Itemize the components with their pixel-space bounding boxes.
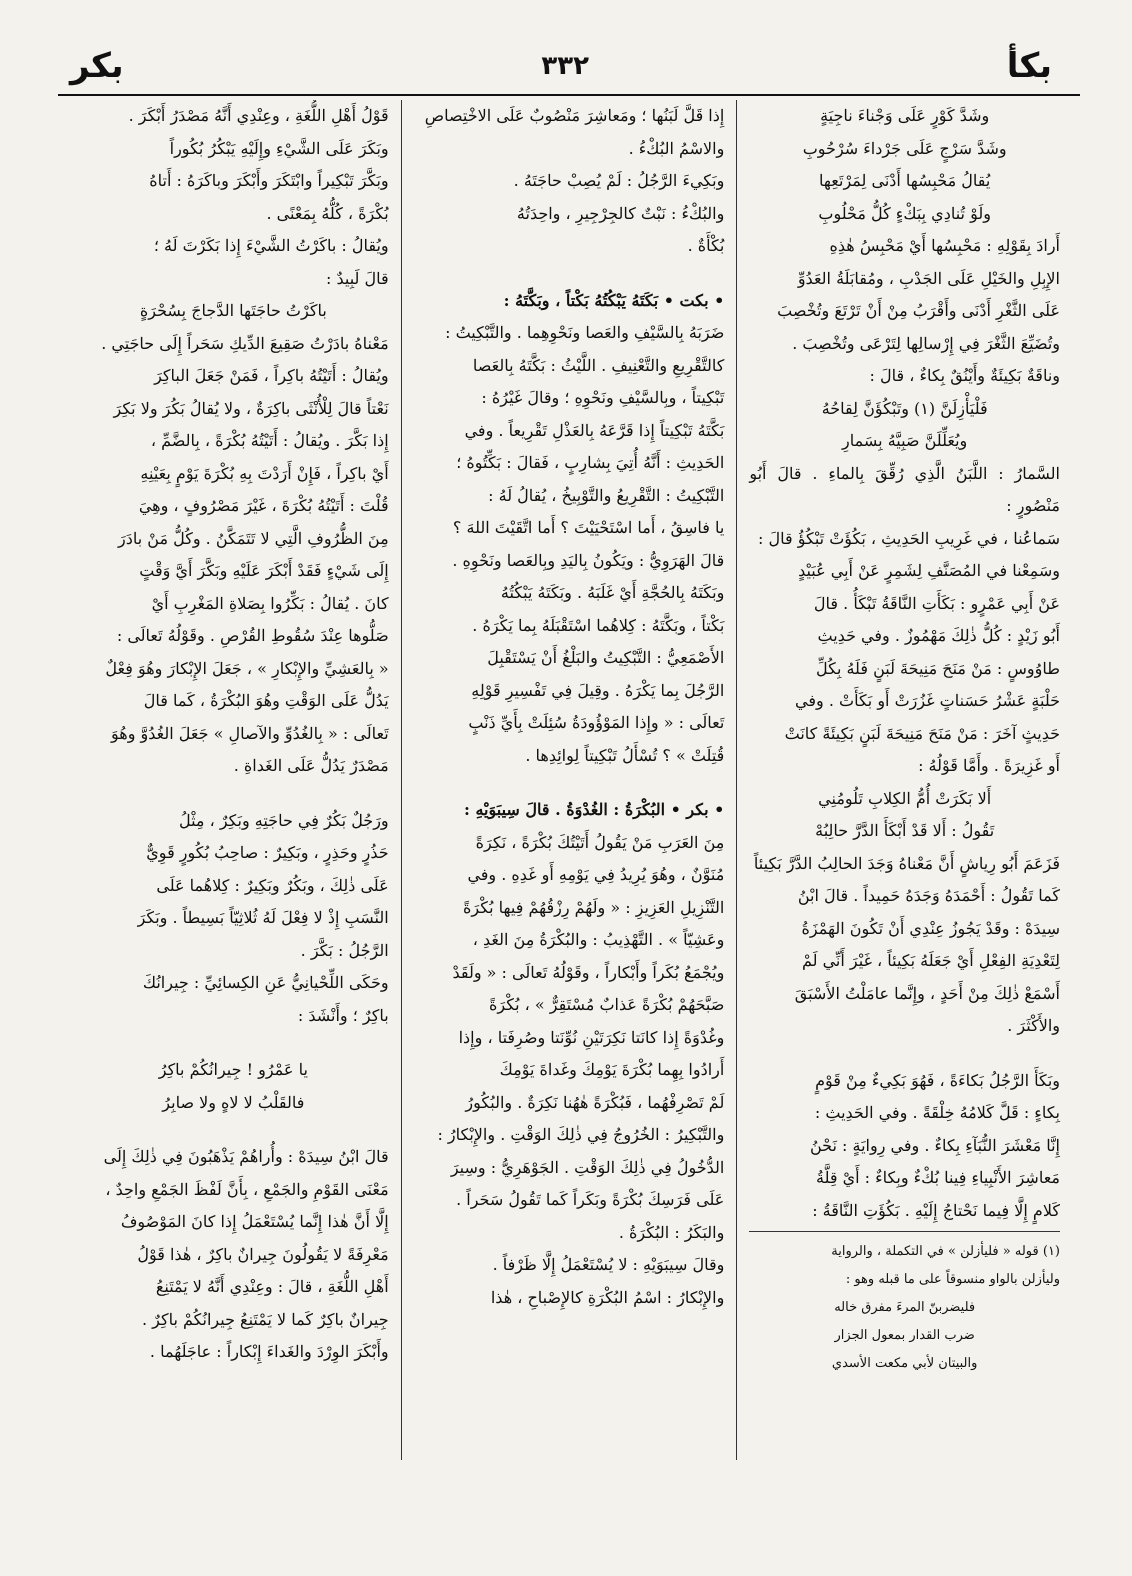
- text-line: ضَرَبَهُ بِالسَّيْفِ والعَصا ونَحْوِهِما . والتَّبْكِيتُ :: [445, 323, 725, 342]
- text-line: ويُقالُ : باكَرْتُ الشَّيْءَ إِذا بَكَرْتَ لَهُ ؛: [153, 236, 389, 255]
- text-line: وسَمِعْنا في المُصَنَّفِ لِشَمِرٍ عَنْ أَبِي عُبَيْدٍ: [798, 561, 1060, 580]
- text-line: الحَدِيثِ : أَنَّهُ أُتِيَ بِشارِبٍ ، فَقالَ : بَكِّتُوهُ ؛: [456, 453, 725, 472]
- text-line: قُلْتَ : أَتَيْتُهُ بُكْرَةَ ، غَيْرَ مَصْرُوفٍ ، وهِيَ: [138, 496, 389, 515]
- text-columns: [66, 100, 1072, 1460]
- text-line: وشَدَّ سَرْجٍ عَلَى جَرْداءَ سُرْحُوبِ: [802, 138, 1007, 158]
- left-headword: بكر: [70, 46, 124, 86]
- text-line: حَذُرٍ وحَذِرٍ ، وبَكِيرٌ : صاحِبُ بُكُورٍ قَوِيٌّ: [146, 843, 389, 862]
- text-line: قَوْلُ أَهْلِ اللُّغَةِ ، وعِنْدِي أَنَّهُ مَصْدَرُ أَبْكَرَ .: [128, 106, 389, 125]
- text-line: صَلُّوها عِنْدَ سُقُوطِ القُرْصِ . وقَوْلُهُ تَعالَى :: [116, 626, 389, 645]
- text-line: عَنْ أَبِي عَمْرٍو : بَكَأَتِ النَّاقَةُ تَبْكَأُ . قالَ: [813, 593, 1060, 613]
- text-line: كالتَّقْرِيعِ والتَّعْنِيفِ . اللَّيْثُ : بَكَّتَهُ بِالعَصا: [472, 355, 725, 375]
- text-line: والاسْمُ البُكْءُ .: [628, 138, 725, 158]
- header-rule: [58, 94, 1080, 96]
- text-line: فَزَعَمَ أَبُو رِياشٍ أَنَّ مَعْناهُ وَجَدَ الحالِبُ الدَّرَّ بَكِيئاً: [753, 853, 1060, 873]
- text-line: مِنَ العَرَبِ مَنْ يَقُولُ أَتَيْتُكَ بُكْرَةً ، نَكِرَةً: [475, 832, 725, 852]
- text-line: التَّنْزِيلِ العَزِيزِ : « ولَهُمْ رِزْقُهُمْ فِيها بُكْرَةً: [463, 897, 725, 917]
- text-line: النَّسَبِ إِذْ لا فِعْلَ لَهُ ثُلاثِيّاً بَسِيطاً . وبَكَرَ: [137, 908, 389, 927]
- text-line: قالَ الهَرَوِيُّ : ويَكُونُ بِاليَدِ وبِالعَصا ونَحْوِهِ .: [452, 550, 725, 570]
- text-line: ويُجْمَعُ بُكَراً وأَبْكاراً ، وقَوْلُهُ تَعالَى : « ولَقَدْ: [452, 962, 725, 982]
- text-line: تَعالَى : « بِالغُدُوِّ والآصالِ » جَعَلَ الغُدُوَّ وهُوَ: [110, 723, 389, 743]
- text-line: وناقَةٌ بَكِيئَةٌ وأَيْنُقٌ بِكاءٌ ، قالَ :: [869, 366, 1060, 385]
- page-header: [70, 40, 1052, 92]
- text-line: أَو غَزِيرَةً . وأَمَّا قَوْلُهُ :: [918, 756, 1060, 775]
- text-line: سِيدَهْ : وقَدْ يَجُوزُ عِنْدِي أَنْ تَكُونَ الهَمْزَةُ: [801, 918, 1060, 938]
- text-line: أَبُو زَيْدٍ : كُلُّ ذٰلِكَ مَهْمُوزٌ . وفي حَدِيثِ: [817, 626, 1060, 645]
- text-line: التَّبْكِيتُ : التَّقْرِيعُ والتَّوْبِيخُ ، يُقالُ لَهُ :: [488, 485, 725, 505]
- text-line: وشَدَّ كَوْرٍ عَلَى وَجْناءَ ناجِيَةٍ: [820, 106, 990, 125]
- text-line: ويُعَلِّلَنَّ صَبِيَّهُ بِسَمارِ: [842, 431, 968, 450]
- footnote-line: (١) قوله « فليأزلن » في التكملة ، والرواية: [831, 1244, 1060, 1259]
- text-line: يا فاسِقُ ، أَما اسْتَحْيَيْتَ ؟ أَما اتَّقَيْتَ اللهَ ؟: [452, 518, 725, 537]
- text-line: وقالَ سِيبَوَيْهِ : لا يُسْتَعْمَلُ إِلَّا ظَرْفاً .: [492, 1255, 725, 1274]
- text-line: وبَكَّرَ تَبْكِيراً وابْتَكَرَ وأَبْكَرَ وباكَرَهُ : أَتاهُ: [149, 171, 389, 190]
- text-line: وأَبْكَرَ الوِرْدَ والغَداءَ إِبْكاراً : عاجَلَهُما .: [149, 1342, 389, 1361]
- text-line: إِذا بَكَّرَ . ويُقالُ : أَتَيْتُهُ بُكْرَةً ، بِالضَّمِّ ،: [150, 431, 389, 450]
- text-line: قالَ لَبِيدٌ :: [326, 268, 389, 288]
- text-line: نَعْتاً قالَ لِلْأُنْثَى باكِرَةٌ ، ولا يُقالُ بَكُرَ ولا بَكِرَ: [113, 398, 389, 418]
- text-line: مَعْرِفَةً لا يَقُولُونَ جِيرانٌ باكِرٌ ، هٰذا قَوْلُ: [137, 1244, 389, 1264]
- text-line: والتَّبْكِيرُ : الخُرُوجُ فِي ذٰلِكَ الوَقْتِ . والإِبْكارُ :: [437, 1125, 725, 1144]
- text-line: بَكْتاً ، وبَكَّتَهُ : كِلاهُما اسْتَقْبَلَهُ بِما يَكْرَهُ .: [472, 615, 725, 635]
- text-line: لِتَعْدِيَةِ الفِعْلِ أَيْ جَعَلَهُ بَكِيئاً ، غَيْرَ أَنِّي لَمْ: [801, 951, 1060, 970]
- text-line: باكِرٌ ؛ وأَنْشَدَ :: [297, 1005, 389, 1025]
- footnote-line: فليضربنّ المرءَ مفرق خاله: [834, 1300, 976, 1315]
- text-line: بُكْأَةٌ .: [687, 236, 725, 255]
- text-line: وبَكِيءَ الرَّجُلُ : لَمْ يُصِبْ حاجَتَهُ .: [513, 171, 725, 190]
- text-line: • بكر • البُكْرَةُ : الغُدْوَةُ . قالَ سِيبَوَيْهِ :: [463, 800, 725, 819]
- text-line: الرَّجُلَ بِما يَكْرَهُ . وقِيلَ فِي تَفْسِيرِ قَوْلِهِ: [471, 680, 725, 700]
- right-column: [737, 100, 1072, 1460]
- text-line: فَلْيَأْزِلَنَّ (١) وتَبْكُؤَنَّ لِقاحُهُ: [821, 398, 988, 418]
- text-line: قُتِلَتْ » ؟ تُسْأَلُ تَبْكِيتاً لِوائِدِها .: [525, 745, 725, 765]
- text-line: • بكت • بَكَتَهُ يَبْكُتُهُ بَكْتاً ، وبَكَّتَهُ :: [503, 290, 725, 310]
- text-line: وبَكَأَ الرَّجُلُ بَكاءَةً ، فَهُوَ بَكِيءٌ مِنْ قَوْمٍ: [815, 1070, 1060, 1090]
- text-line: وغُدْوَةً إِذا كانَتا نَكِرَتَيْنِ نُوِّنَتا وصُرِفَتا ، وإِذا: [458, 1027, 725, 1047]
- footnote-rule: [749, 1231, 1060, 1232]
- right-headword: بكأ: [1006, 46, 1052, 86]
- text-line: قالَ ابْنُ سِيدَهْ : وأُراهُمْ يَذْهَبُونَ فِي ذٰلِكَ إِلَى: [103, 1147, 389, 1166]
- text-line: بِكاءٍ : قَلَّ كَلامُهُ خِلْقَةً . وفي الحَدِيثِ :: [814, 1103, 1060, 1122]
- text-line: الرَّجُلُ : بَكَّرَ .: [300, 940, 389, 960]
- text-line: تَبْكِيتاً ، وبِالسَّيْفِ ونَحْوِهِ ؛ وقالَ غَيْرُهُ :: [481, 388, 725, 407]
- text-line: « بِالعَشِيِّ والإِبْكارِ » ، جَعَلَ الإِبْكارَ وهُوَ فِعْلٌ: [105, 658, 389, 678]
- footnote-line: ضرب القدار بمعول الجزار: [834, 1328, 975, 1343]
- page-number: ٣٣٢: [541, 51, 589, 81]
- text-line: مِنَ الظُّرُوفِ الَّتِي لا تَتَمَكَّنُ . وكُلُّ مَنْ بادَرَ: [118, 528, 389, 548]
- text-line: وبَكَتَهُ بِالحُجَّةِ أَيْ غَلَبَهُ . وبَكَتَهُ يَبْكُتُهُ: [500, 583, 725, 602]
- text-line: والإِبْكارُ : اسْمُ البُكْرَةِ كالإِصْباحِ ، هٰذا: [490, 1287, 725, 1307]
- left-column: [66, 100, 402, 1460]
- text-line: وحَكَى اللِّحْيانِيُّ عَنِ الكِسائِيِّ : جِيرانُكَ: [142, 973, 389, 992]
- text-line: فالقَلْبُ لا لاهٍ ولا صابِرُ: [162, 1092, 305, 1112]
- text-line: مُنَوَّنٌ ، وهُوَ يُرِيدُ فِي يَوْمِهِ أَو غَدِهِ . وفي: [467, 865, 725, 884]
- text-line: عَلَى الثَّغْرِ أَدْنَى وأَقْرَبُ مِنْ أَنْ تَرْتَعَ وتُخْصِبَ: [777, 301, 1060, 320]
- text-line: بَكَّتَهُ تَبْكِيتاً إِذا قَرَّعَهُ بِالعَذْلِ تَقْرِيعاً . وفي: [464, 420, 725, 440]
- text-line: ورَجُلٌ بَكُرٌ فِي حاجَتِهِ وبَكِرٌ ، مِثْلُ: [178, 810, 389, 830]
- text-line: والأَكْثَرَ .: [1007, 1016, 1060, 1035]
- text-line: كانَ . يُقالُ : بَكِّرُوا بِصَلاةِ المَغْرِبِ أَيْ: [151, 593, 389, 613]
- text-line: عَلَى ذٰلِكَ ، وبَكُرٌ وبَكِيرٌ : كِلاهُما عَلَى: [156, 875, 389, 895]
- text-line: وعَشِيّاً » . التَّهْذِيبُ : والبُكْرَةُ مِنَ الغَدِ ،: [472, 930, 725, 949]
- text-line: وتُضَيِّعَ الثَّغْرَ فِي إِرْسالِها لِتَرْعَى وتُخْصِبَ .: [792, 333, 1060, 353]
- text-line: أَيْ باكِراً ، فَإِنْ أَرَدْتَ بِهِ بُكْرَةَ يَوْمٍ بِعَيْنِهِ: [140, 463, 389, 483]
- text-line: مَعاشِرَ الأَنْبِياءِ فِينا بُكْءٌ وبِكاءٌ : أَيْ قِلَّةُ: [815, 1168, 1060, 1187]
- text-line: الدُّخُولُ فِي ذٰلِكَ الوَقْتِ . الجَوْهَرِيُّ : وسِيرَ: [450, 1157, 725, 1177]
- middle-column: [402, 100, 738, 1460]
- text-line: الأَصْمَعِيُّ : التَّبْكِيتُ والبَلْغُ أَنْ يَسْتَقْبِلَ: [487, 648, 725, 667]
- text-line: يُقالُ مَحْبِسُها أَدْنَى لِمَرْتَعِها: [819, 171, 991, 190]
- text-line: الإِبِلِ والخَيْلِ عَلَى الجَدْبِ ، ومُقابَلَةُ العَدُوِّ: [797, 268, 1060, 288]
- text-line: حَلْبَةٍ عَشْرُ حَسَناتٍ غَزُرَتْ أَو بَكَأَتْ . وفي: [795, 691, 1060, 710]
- text-line: مَعْناهُ بادَرْتُ صَقِيعَ الدِّيكِ سَحَراً إِلَى حاجَتِي .: [101, 333, 389, 353]
- text-line: عَلَى فَرَسِكَ بُكْرَةً وبَكَراً كَما تَقُولُ سَحَراً .: [456, 1190, 725, 1209]
- text-line: جِيرانٌ باكِرٌ كَما لا يَمْتَنِعُ جِيرانُكُمْ باكِرٌ .: [142, 1309, 389, 1329]
- text-line: أَلا بَكَرَتْ أُمُّ الكِلابِ تَلُومُنِي: [818, 788, 992, 808]
- text-line: إِنَّا مَعْشَرَ النُّبَآءِ بِكاءٌ . وفي رِوايَةٍ : نَحْنُ: [810, 1135, 1060, 1155]
- text-line: تَقُولُ : أَلا قَدْ أَبْكَأَ الدَّرَّ حالِبُهْ: [815, 821, 995, 840]
- text-line: إِلَى شَيْءٍ فَقَدْ أَبْكَرَ عَلَيْهِ وبَكَّرَ أَيَّ وَقْتٍ: [139, 561, 389, 580]
- text-line: والبَكَرُ : البُكْرَةُ .: [618, 1222, 725, 1242]
- text-line: مَصْدَرٌ يَدُلُّ عَلَى الغَداةِ .: [233, 756, 389, 775]
- text-line: حَدِيثٍ آخَرَ : مَنْ مَنَحَ مَنِيحَةَ لَبَنٍ بَكِيئَةً كانَتْ: [784, 723, 1060, 743]
- text-line: إِذا قَلَّ لَبَنُها ؛ ومَعاشِرَ مَنْصُوبٌ عَلَى الاخْتِصاصِ: [424, 106, 725, 125]
- text-line: كَما تَقُولُ : أَحْمَدَهُ وَجَدَهُ حَمِيداً . قالَ ابْنُ: [797, 886, 1060, 905]
- footnote: [749, 1238, 1060, 1378]
- text-line: يَدُلُّ عَلَى الوَقْتِ وهُوَ البُكْرَةُ ، كَما قالَ: [143, 691, 389, 710]
- text-line: أَسْمَعْ ذٰلِكَ مِنْ أَحَدٍ ، وإِنَّما عامَلْتُ الأَسْبَقَ: [794, 983, 1060, 1003]
- text-line: بُكْرَةً ، كُلُّهُ بِمَعْنًى .: [266, 203, 389, 223]
- text-line: باكَرْتُ حاجَتَها الدَّجاجَ بِسُحْرَةٍ: [139, 301, 327, 320]
- text-line: تَعالَى : « وإِذا المَوْؤُودَةُ سُئِلَتْ بِأَيِّ ذَنْبٍ: [468, 713, 725, 732]
- text-line: صَبَّحَهُمْ بُكْرَةً عَذابٌ مُسْتَقِرٌّ » ، بُكْرَةً: [489, 995, 725, 1014]
- text-line: ويُقالُ : أَتَيْتُهُ باكِراً ، فَمَنْ جَعَلَ الباكِرَ: [154, 366, 389, 385]
- text-line: كَلامٍ إِلَّا فِيما نَحْتاجُ إِلَيْهِ . بَكُؤَتِ النَّاقَةُ :: [812, 1200, 1060, 1220]
- text-line: لَمْ تَصْرِفْهُما ، فَبُكْرَةً هٰهُنا نَكِرَةٌ . والبُكُورُ: [465, 1092, 725, 1112]
- text-line: والبُكْءُ : نَبْتٌ كالجِرْجِيرِ ، واحِدَتُهُ: [516, 203, 725, 223]
- text-line: وبَكَرَ عَلَى الشَّيْءِ وإِلَيْهِ يَبْكُرُ بُكُوراً: [169, 138, 389, 158]
- text-line: أَرادُوا بِهِما بُكْرَةَ يَوْمِكَ وغَداةَ يَوْمِكَ: [499, 1060, 725, 1079]
- text-line: طاوُوسٍ : مَنْ مَنَحَ مَنِيحَةَ لَبَنٍ فَلَهُ بِكُلِّ: [815, 658, 1060, 678]
- footnote-line: والبيتان لأبي مكعت الأسدي: [831, 1356, 978, 1371]
- text-line: إِلَّا أَنَّ هٰذا إِنَّما يُسْتَعْمَلُ إِذا كانَ المَوْصُوفُ: [120, 1212, 389, 1231]
- footnote-line: وليأزلن بالواو منسوقاً على ما قبله وهو :: [845, 1272, 1060, 1287]
- text-line: أَهْلِ اللُّغَةِ ، قالَ : وعِنْدِي أَنَّهُ لا يَمْتَنِعُ: [155, 1277, 389, 1296]
- text-line: مَعْنَى القَوْمِ والجَمْعِ ، بِأَنَّ لَفْظَ الجَمْعِ واحِدٌ ،: [105, 1179, 389, 1199]
- text-line: سَماعُنا ، في غَرِيبِ الحَدِيثِ ، بَكُؤَتْ تَبْكُؤُ قالَ :: [758, 528, 1060, 548]
- text-line: ولَوْ تُنادِي بِبَكْءٍ كُلُّ مَحْلُوبِ: [818, 203, 991, 223]
- text-line: أَرادَ بِقَوْلِهِ : مَحْبِسُها أَيْ مَحْبِسُ هٰذِهِ: [829, 236, 1060, 255]
- text-line: السَّمارُ : اللَّبَنُ الَّذِي رُقِّقَ بِالماءِ . قالَ أَبُو مَنْصُورٍ :: [749, 463, 1060, 515]
- text-line: يا عَمْرُو ! جِيرانُكُمْ باكِرُ: [158, 1060, 308, 1079]
